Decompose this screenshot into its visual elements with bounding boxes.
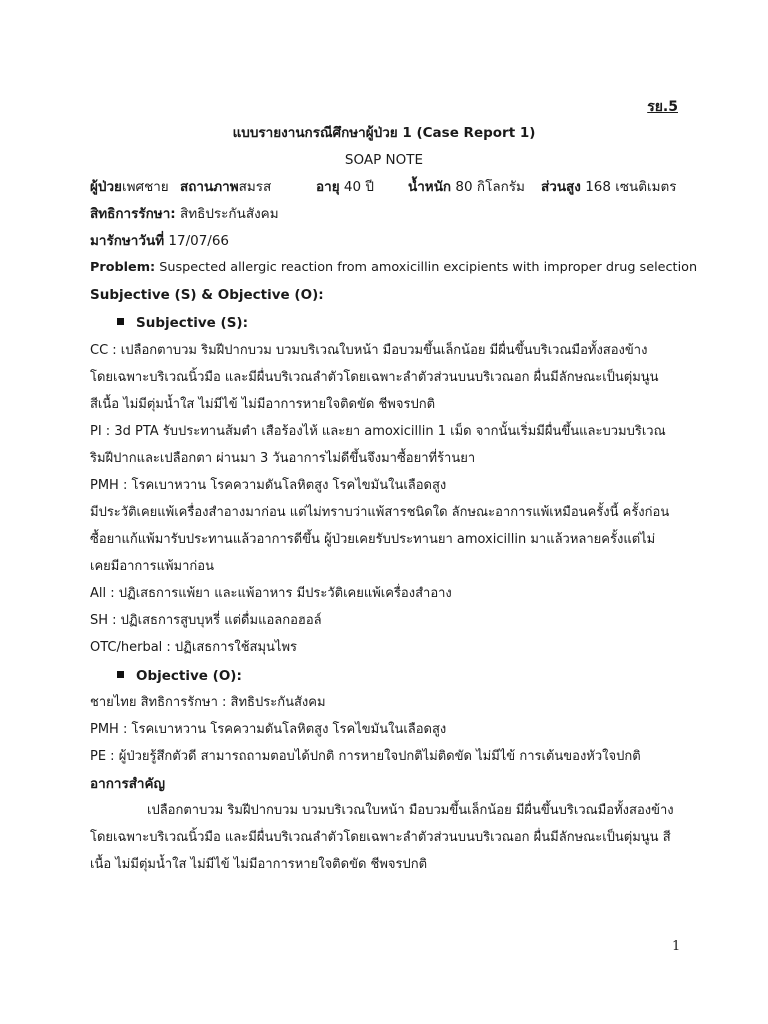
- age-value: 40 ปี: [343, 179, 374, 195]
- status-value: สมรส: [238, 179, 272, 195]
- subjective-line: มีประวัติเคยแพ้เครื่องสำอางมาก่อน แต่ไม่ทราบว่าแพ้สารชนิดใด ลักษณะอาการแพ้เหมือนครั้งนี้ ครั้งก่อน: [90, 505, 670, 520]
- subjective-line: PI : 3d PTA รับประทานส้มตำ เสือร้องไห้ และยา amoxicillin 1 เม็ด จากนั้นเริ่มมีผื่นขึ้นและบวมบริเวณ: [90, 424, 666, 439]
- subjective-line: โดยเฉพาะบริเวณนิ้วมือ และมีผื่นบริเวณลำตัวโดยเฉพาะลำตัวส่วนบนบริเวณอก ผื่นมีลักษณะเป็นตุ่มนูน: [90, 370, 659, 385]
- problem-label: Problem:: [90, 260, 156, 275]
- rights-label: สิทธิการรักษา:: [90, 206, 176, 222]
- visit-label: มารักษาวันที่: [90, 233, 165, 249]
- bullet-icon: [117, 671, 124, 678]
- patient-height: [541, 178, 677, 196]
- treatment-rights: [90, 205, 279, 223]
- objective-line: PMH : โรคเบาหวาน โรคความดันโลหิตสูง โรคไขมันในเลือดสูง: [90, 722, 447, 737]
- symptoms-line: โดยเฉพาะบริเวณนิ้วมือ และมีผื่นบริเวณลำตัวโดยเฉพาะลำตัวส่วนบนบริเวณอก ผื่นมีลักษณะเป็นตุ่มนูน สี: [90, 830, 671, 845]
- patient-label: ผู้ป่วย: [90, 179, 122, 195]
- patient-weight: [408, 178, 525, 196]
- subjective-line: SH : ปฏิเสธการสูบบุหรี่ แต่ดื่มแอลกอฮอล์: [90, 613, 322, 628]
- problem-statement: [90, 259, 697, 277]
- form-code: รย.5: [647, 99, 678, 115]
- height-label: ส่วนสูง: [541, 179, 581, 195]
- subjective-heading-text: Subjective (S):: [136, 315, 248, 331]
- patient-age: [316, 178, 374, 196]
- weight-value: 80 กิโลกรัม: [455, 179, 525, 195]
- subjective-line: ริมฝีปากและเปลือกตา ผ่านมา 3 วันอาการไม่ดีขึ้นจึงมาซื้อยาที่ร้านยา: [90, 451, 476, 466]
- weight-label: น้ำหนัก: [408, 179, 452, 195]
- problem-value: Suspected allergic reaction from amoxicillin excipients with improper drug selection: [159, 260, 698, 275]
- subjective-line: All : ปฏิเสธการแพ้ยา และแพ้อาหาร มีประวัติเคยแพ้เครื่องสำอาง: [90, 586, 452, 601]
- document-subtitle: SOAP NOTE: [344, 152, 424, 168]
- objective-line: PE : ผู้ป่วยรู้สึกตัวดี สามารถถามตอบได้ปกติ การหายใจปกติไม่ติดขัด ไม่มีไข้ การเต้นของหัวใจปกติ: [90, 749, 641, 764]
- visit-date: [90, 232, 229, 250]
- so-heading: Subjective (S) & Objective (O):: [90, 287, 324, 303]
- height-value: 168 เซนติเมตร: [585, 179, 677, 195]
- patient-marital-status: [180, 178, 271, 196]
- visit-value: 17/07/66: [168, 233, 230, 249]
- document-title: แบบรายงานกรณีศึกษาผู้ป่วย 1 (Case Report 1): [232, 125, 536, 141]
- rights-value: สิทธิประกันสังคม: [179, 206, 279, 222]
- subjective-heading: [117, 314, 248, 332]
- age-label: อายุ: [316, 179, 340, 195]
- patient-value: เพศชาย: [121, 179, 169, 195]
- subjective-line: เคยมีอาการแพ้มาก่อน: [90, 559, 214, 574]
- subjective-line: PMH : โรคเบาหวาน โรคความดันโลหิตสูง โรคไขมันในเลือดสูง: [90, 478, 447, 493]
- patient-gender: [90, 178, 169, 196]
- symptoms-line: เนื้อ ไม่มีตุ่มน้ำใส ไม่มีไข้ ไม่มีอาการหายใจติดขัด ชีพจรปกติ: [90, 857, 428, 872]
- status-label: สถานภาพ: [180, 179, 239, 195]
- subjective-line: CC : เปลือกตาบวม ริมฝีปากบวม บวมบริเวณใบหน้า มือบวมขึ้นเล็กน้อย มีผื่นขึ้นบริเวณมือทั้งสองข้าง: [90, 343, 648, 358]
- subjective-line: สีเนื้อ ไม่มีตุ่มน้ำใส ไม่มีไข้ ไม่มีอาการหายใจติดขัด ชีพจรปกติ: [90, 397, 436, 412]
- symptoms-line: เปลือกตาบวม ริมฝีปากบวม บวมบริเวณใบหน้า มือบวมขึ้นเล็กน้อย มีผื่นขึ้นบริเวณมือทั้งสองข้าง: [147, 803, 674, 818]
- bullet-icon: [117, 318, 124, 325]
- objective-line: ชายไทย สิทธิการรักษา : สิทธิประกันสังคม: [90, 695, 326, 710]
- objective-heading: [117, 667, 242, 685]
- subjective-line: ซื้อยาแก้แพ้มารับประทานแล้วอาการดีขึ้น ผู้ป่วยเคยรับประทานยา amoxicillin มาแล้วหลายครั้งแต่ไม่: [90, 532, 656, 547]
- objective-heading-text: Objective (O):: [136, 668, 242, 684]
- subjective-line: OTC/herbal : ปฏิเสธการใช้สมุนไพร: [90, 640, 298, 655]
- page-number: 1: [672, 939, 681, 954]
- symptoms-heading: อาการสำคัญ: [90, 776, 166, 792]
